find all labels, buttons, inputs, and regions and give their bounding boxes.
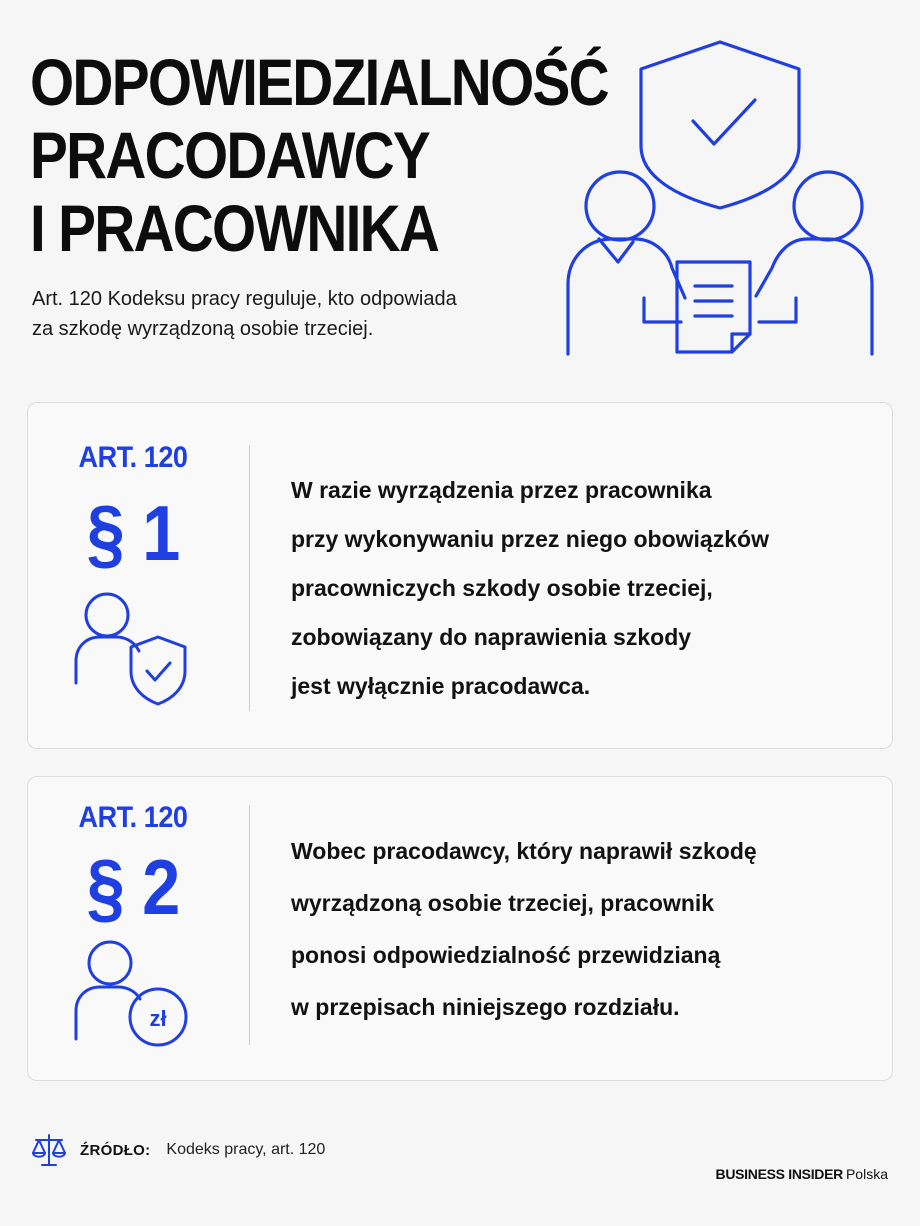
source-value: Kodeks pracy, art. 120 — [166, 1141, 326, 1158]
paragraph-number: § 1 — [86, 489, 180, 577]
person-coin-zl-icon — [72, 939, 192, 1061]
source-label: ŹRÓDŁO: — [80, 1141, 151, 1159]
article-text-line: ponosi odpowiedzialność przewidzianą — [291, 942, 721, 968]
article-card-paragraph-2 — [27, 776, 893, 1081]
card-divider — [249, 445, 250, 711]
article-number: ART. 120 — [78, 801, 188, 834]
article-text-line: przy wykonywaniu przez niego obowiązków — [291, 526, 769, 552]
article-label-column — [28, 403, 228, 748]
article-text-line: pracowniczych szkody osobie trzeciej, — [291, 575, 713, 601]
card-divider — [249, 805, 250, 1045]
page-title — [30, 45, 608, 265]
page-title-line: I PRACOWNIKA — [30, 191, 439, 265]
article-text-line: w przepisach niniejszego rozdziału. — [291, 994, 680, 1020]
brand-region: Polska — [845, 1166, 888, 1182]
scales-icon — [30, 1131, 68, 1169]
page-subtitle-line: Art. 120 Kodeksu pracy reguluje, kto odpowiada — [32, 288, 457, 310]
person-shield-check-icon — [72, 591, 192, 713]
page-title-line: ODPOWIEDZIALNOŚĆ — [30, 45, 608, 119]
source-row — [30, 1130, 325, 1170]
article-text — [291, 825, 871, 1033]
article-card-paragraph-1 — [27, 402, 893, 749]
article-number: ART. 120 — [78, 441, 188, 474]
article-text-line: jest wyłącznie pracodawca. — [291, 673, 591, 699]
brand-logo — [716, 1166, 888, 1182]
page-subtitle — [32, 284, 552, 344]
article-text-line: Wobec pracodawcy, który naprawił szkodę — [291, 838, 757, 864]
brand-name: BUSINESS INSIDER — [715, 1166, 843, 1182]
page-title-line: PRACODAWCY — [30, 118, 430, 192]
coin-label: zł — [149, 1006, 167, 1031]
article-label-column — [28, 777, 228, 1080]
article-text-line: wyrządzoną osobie trzeciej, pracownik — [291, 890, 715, 916]
page-subtitle-line: za szkodę wyrządzoną osobie trzeciej. — [32, 318, 374, 340]
article-text — [291, 466, 871, 711]
article-text-line: zobowiązany do naprawienia szkody — [291, 624, 692, 650]
paragraph-number: § 2 — [86, 843, 180, 931]
article-text-line: W razie wyrządzenia przez pracownika — [291, 477, 712, 503]
handshake-shield-document-icon — [560, 36, 880, 358]
